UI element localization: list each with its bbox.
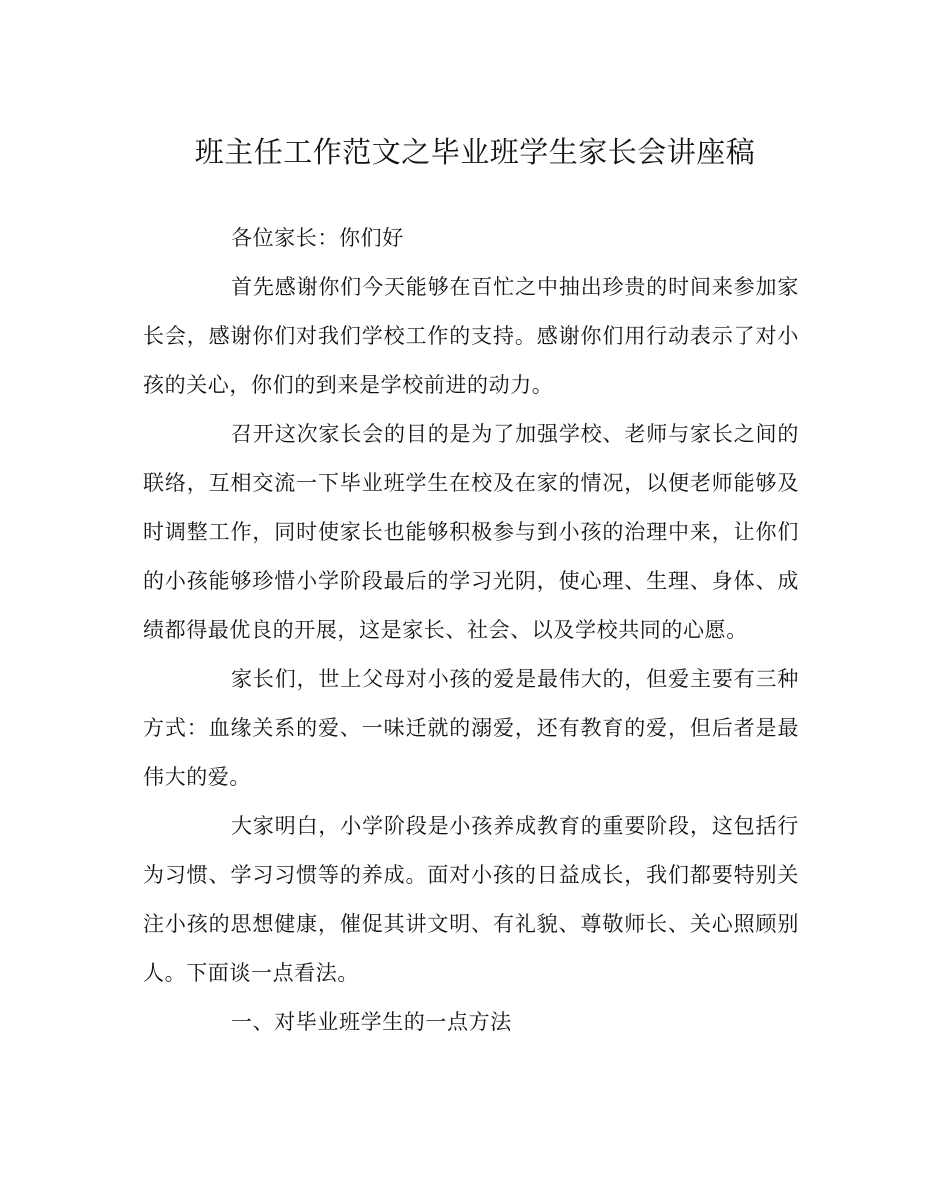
paragraph-purpose: 召开这次家长会的目的是为了加强学校、老师与家长之间的联络，互相交流一下毕业班学生在校及在家的情况，以便老师能够及时调整工作，同时使家长也能够积极参与到小孩的治理中来，让你们的小孩能够珍惜小学阶段最后的学习光阴，使心理、生理、身体、成绩都得最优良的开展，这是家长、社会、以及学校共同的心愿。 (143, 422, 799, 642)
document-title: 班主任工作范文之毕业班学生家长会讲座稿 (194, 135, 756, 169)
document-body (143, 214, 799, 1047)
paragraph-greeting: 各位家长：你们好 (231, 226, 404, 250)
paragraph-habits: 大家明白，小学阶段是小孩养成教育的重要阶段，这包括行为习惯、学习习惯等的养成。面对小孩的日益成长，我们都要特别关注小孩的思想健康，催促其讲文明、有礼貌、尊敬师长、关心照顾别人。下面谈一点看法。 (143, 814, 799, 985)
paragraph-parental-love: 家长们，世上父母对小孩的爱是最伟大的，但爱主要有三种方式：血缘关系的爱、一味迁就的溺爱，还有教育的爱，但后者是最伟大的爱。 (143, 667, 799, 789)
paragraph-thanks: 首先感谢你们今天能够在百忙之中抽出珍贵的时间来参加家长会，感谢你们对我们学校工作的支持。感谢你们用行动表示了对小孩的关心，你们的到来是学校前进的动力。 (143, 275, 799, 397)
section-heading-1: 一、对毕业班学生的一点方法 (231, 1010, 512, 1034)
